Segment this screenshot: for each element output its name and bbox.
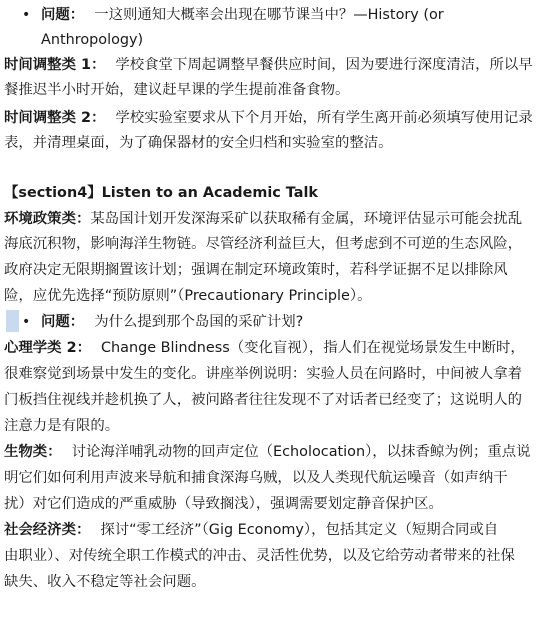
environment-policy-label: 环境政策类： — [4, 211, 91, 227]
question-label: 问题： — [41, 7, 85, 23]
psychology-2-text-cont: 很难察觉到场景中发生的变化。讲座举例说明：实验人员在问路时，中间被人拿着 — [4, 366, 523, 382]
time-adjust-2-text-cont: 表，并清理桌面，为了确保器材的安全归档和实验室的整洁。 — [4, 135, 393, 151]
biology-text-cont: 扰）对它们造成的严重威胁（导致搁浅），强调需要划定静音保护区。 — [4, 496, 443, 512]
biology-text-cont: 明它们如何利用声波来导航和捕食深海乌贼，以及人类现代航运噪音（如声纳干 — [4, 470, 508, 486]
environment-policy-text-cont: 海底沉积物，影响海洋生物链。尽管经济利益巨大，但考虑到不可逆的生态风险， — [4, 236, 523, 252]
question-text: 一这则通知大概率会出现在哪节课当中？—History (or — [94, 7, 444, 23]
environment-policy-paragraph — [4, 207, 522, 231]
time-adjust-1-text-cont: 餐推迟半小时开始，建议赶早课的学生提前准备食物。 — [4, 82, 350, 98]
psychology-2-label: 心理学类 2： — [4, 340, 91, 356]
environment-policy-text-cont: 险，应优先选择“预防原则”（Precautionary Principle）。 — [4, 288, 372, 304]
time-adjust-2-paragraph — [4, 106, 533, 130]
section-heading: 【section4】Listen to an Academic Talk — [4, 185, 318, 201]
question-label: 问题： — [41, 314, 85, 330]
biology-text: 讨论海洋哺乳动物的回声定位（Echolocation），以抹香鲸为例；重点说 — [71, 444, 531, 460]
psychology-2-paragraph — [4, 336, 525, 360]
socioeconomic-text-cont: 缺失、收入不稳定等社会问题。 — [4, 574, 206, 590]
question-text: 为什么提到那个岛国的采矿计划? — [94, 314, 304, 330]
environment-policy-text-cont: 政府决定无限期搁置该计划；强调在制定环境政策时，若科学证据不足以排除风 — [4, 262, 508, 278]
question-line — [41, 3, 444, 27]
socioeconomic-text: 探讨“零工经济”（Gig Economy），包括其定义（短期合同或自 — [100, 522, 499, 538]
psychology-2-text-cont: 注意力是有限的。 — [4, 418, 120, 434]
socioeconomic-paragraph — [4, 518, 498, 542]
biology-paragraph — [4, 440, 531, 464]
time-adjust-1-label: 时间调整类 1： — [4, 57, 106, 73]
question-line — [41, 310, 303, 334]
biology-label: 生物类： — [4, 444, 62, 460]
psychology-2-text: Change Blindness（变化盲视），指人们在视觉场景发生中断时， — [100, 340, 525, 356]
time-adjust-1-paragraph — [4, 53, 533, 77]
time-adjust-2-text: 学校实验室要求从下个月开始，所有学生离开前必须填写使用记录 — [115, 110, 533, 126]
text-selection-marker — [6, 310, 19, 332]
socioeconomic-label: 社会经济类： — [4, 522, 91, 538]
psychology-2-text-cont: 门板挡住视线并趁机换了人，被问路者往往发现不了对话者已经变了；这说明人的 — [4, 392, 523, 408]
environment-policy-text: 某岛国计划开发深海采矿以获取稀有金属，环境评估显示可能会扰乱 — [90, 211, 523, 227]
time-adjust-1-text: 学校食堂下周起调整早餐供应时间，因为要进行深度清洁，所以早 — [115, 57, 533, 73]
question-text-cont: Anthropology) — [41, 32, 144, 48]
socioeconomic-text-cont: 由职业）、对传统全职工作模式的冲击、灵活性优势，以及它给劳动者带来的社保 — [4, 548, 515, 564]
bullet-point: • — [22, 314, 31, 330]
time-adjust-2-label: 时间调整类 2： — [4, 110, 106, 126]
bullet-point: • — [22, 7, 31, 23]
